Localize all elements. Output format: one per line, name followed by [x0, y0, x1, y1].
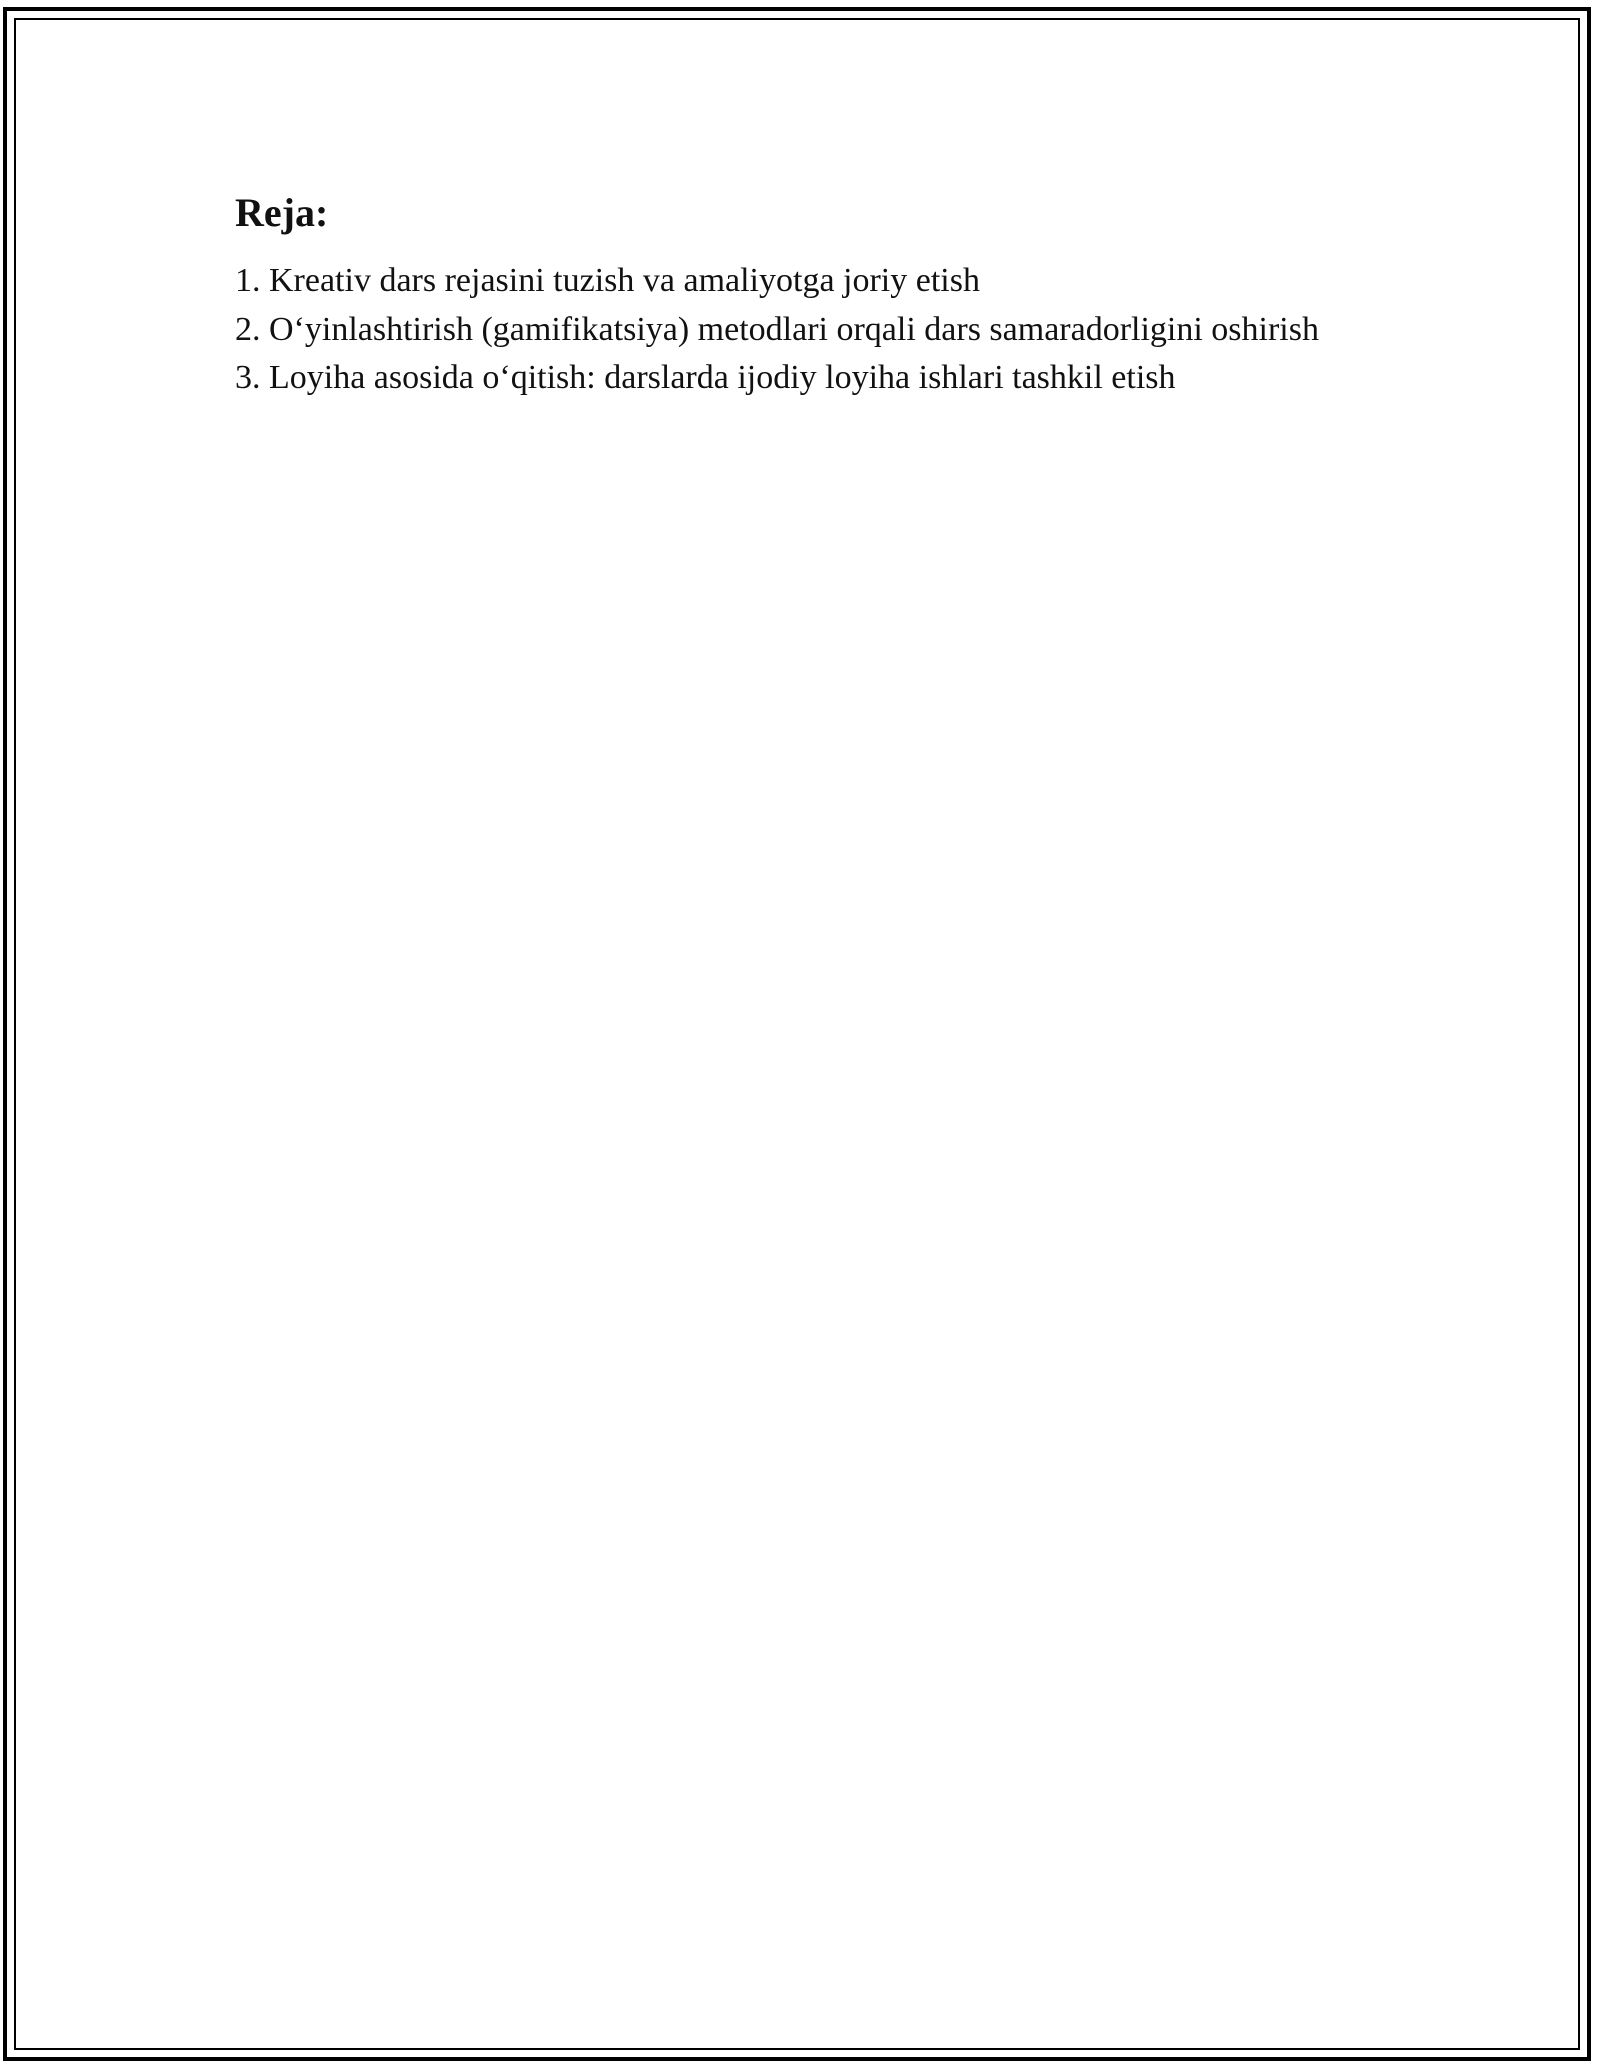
plan-heading: Reja: — [235, 190, 329, 235]
plan-item-1: 1. Kreativ dars rejasini tuzish va amaliyotga joriy etish — [235, 262, 980, 299]
plan-item-3: 3. Loyiha asosida o‘qitish: darslarda ijodiy loyiha ishlari tashkil etish — [235, 359, 1176, 396]
page-content — [235, 183, 1385, 403]
plan-list — [235, 257, 1385, 403]
plan-item-2: 2. O‘yinlashtirish (gamifikatsiya) metodlari orqali dars samaradorligini oshirish — [235, 310, 1319, 348]
